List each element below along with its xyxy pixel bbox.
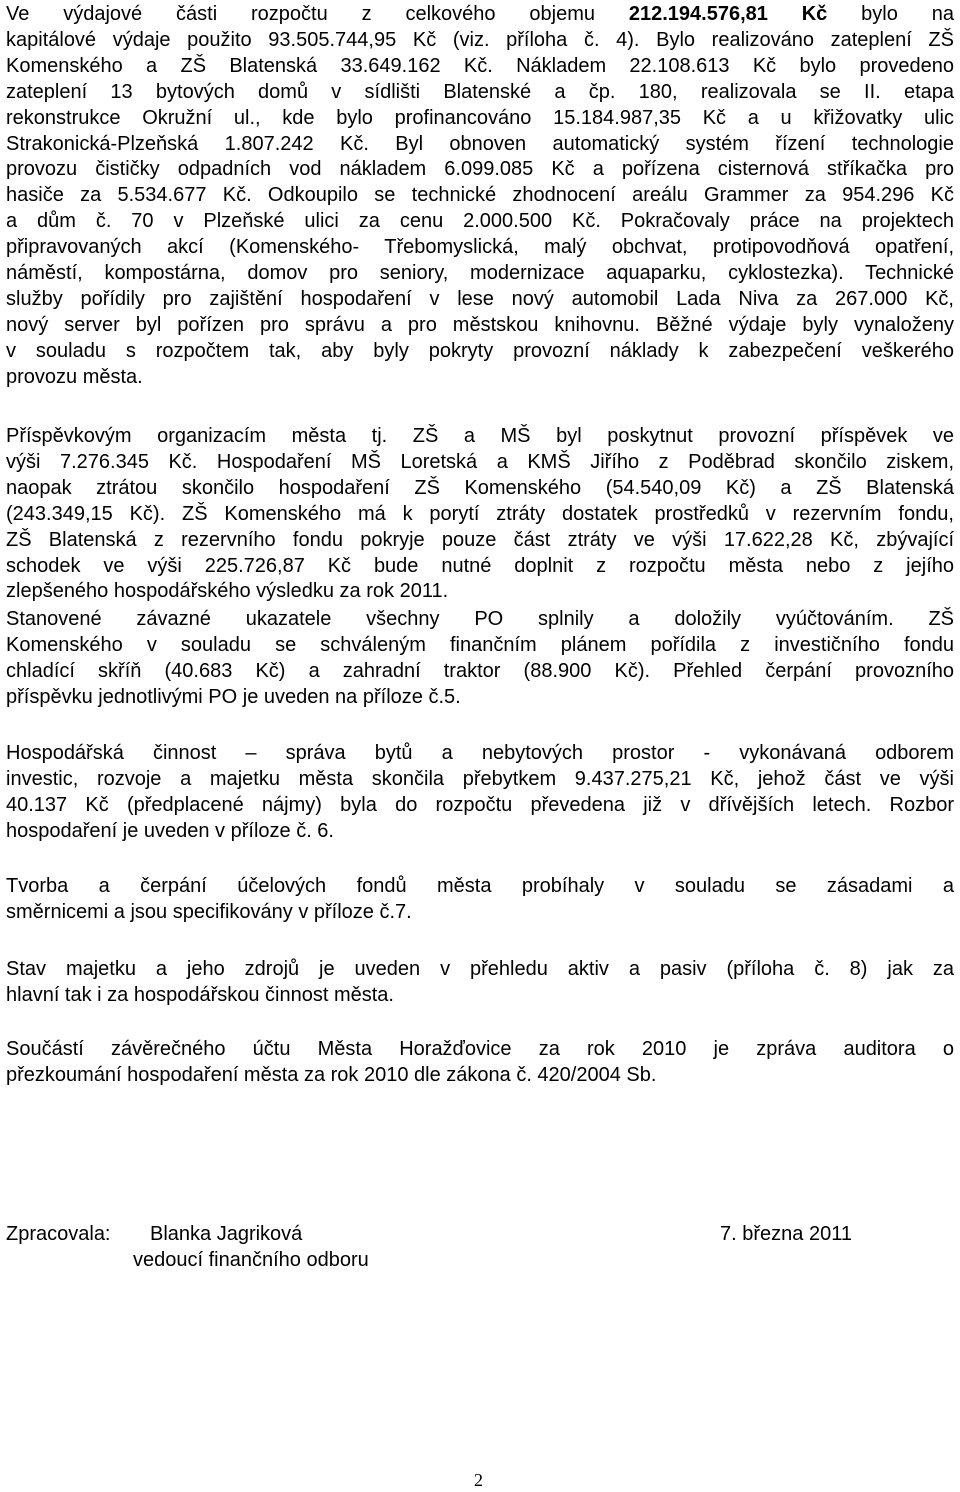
- text-line: přezkoumání hospodaření města za rok 2010 dle zákona č. 420/2004 Sb.: [6, 1063, 657, 1086]
- text-line: [6, 209, 954, 233]
- text-line: Hospodářská činnost – správa bytů a nebytových prostor - vykonávaná odborem: [6, 742, 954, 764]
- text-segment: nový server byl pořízen pro správu a pro městskou knihovnu. Běžné výdaje byly vynaloženy: [6, 313, 954, 336]
- text-line: příspěvku jednotlivými PO je uveden na příloze č.5.: [6, 685, 461, 708]
- text-line: Tvorba a čerpání účelových fondů města probíhaly v souladu se zásadami a: [6, 875, 954, 897]
- text-line: [6, 313, 954, 337]
- text-line: [6, 365, 954, 389]
- text-line: [6, 28, 954, 52]
- text-line: [6, 339, 954, 363]
- text-line: Příspěvkovým organizacím města tj. ZŠ a MŠ byl poskytnut provozní příspěvek ve: [6, 425, 954, 447]
- text-line: [6, 287, 954, 311]
- text-segment: provozu čističky odpadních vod nákladem 6.099.085 Kč a pořízena cisternová stříkačka pro: [6, 158, 954, 181]
- text-segment: náměstí, kompostárna, domov pro seniory, modernizace aquaparku, cyklostezka). Technické: [6, 262, 954, 284]
- text-line: naopak ztrátou skončilo hospodaření ZŠ Komenského (54.540,09 Kč) a ZŠ Blatenská: [6, 476, 954, 499]
- text-line: zlepšeného hospodářského výsledku za rok 2011.: [6, 580, 449, 603]
- page-number: 2: [474, 1470, 483, 1490]
- bold-amount: 212.194.576,81 Kč: [628, 3, 828, 25]
- text-segment: bylo na: [827, 3, 954, 25]
- text-segment: v souladu s rozpočtem tak, aby byly pokryty provozní náklady k zabezpečení veškerého: [6, 339, 954, 362]
- text-segment: rekonstrukce Okružní ul., kde bylo profinancováno 15.184.987,35 Kč a u křižovatky ulic: [6, 106, 954, 129]
- text-line: Stanovené závazné ukazatele všechny PO splnily a doložily vyúčtováním. ZŠ: [6, 608, 954, 630]
- text-line: Stav majetku a jeho zdrojů je uveden v přehledu aktiv a pasiv (příloha č. 8) jak za: [6, 958, 954, 980]
- text-line: hospodaření je uveden v příloze č. 6.: [6, 819, 334, 842]
- text-line: chladící skříň (40.683 Kč) a zahradní traktor (88.900 Kč). Přehled čerpání provozního: [6, 659, 954, 682]
- text-segment: Komenského a ZŠ Blatenská 33.649.162 Kč. Nákladem 22.108.613 Kč bylo provedeno: [6, 54, 954, 77]
- text-line: [6, 2, 954, 26]
- text-segment: Ve výdajové části rozpočtu z celkového objemu: [6, 3, 629, 25]
- signature-name: Blanka Jagriková: [150, 1223, 303, 1245]
- text-line: ZŠ Blatenská z rezervního fondu pokryje pouze část ztráty ve výši 17.622,28 Kč, zbývající: [6, 528, 954, 551]
- text-line: investic, rozvoje a majetku města skončila přebytkem 9.437.275,21 Kč, jehož část ve výši: [6, 767, 954, 790]
- text-segment: Strakonická-Plzeňská 1.807.242 Kč. Byl obnoven automatický systém řízení technologie: [6, 132, 954, 155]
- text-segment: zateplení 13 bytových domů v sídlišti Blatenské a čp. 180, realizovala se II. etapa: [6, 80, 954, 103]
- text-line: [6, 80, 954, 104]
- text-line: Komenského v souladu se schváleným finančním plánem pořídila z investičního fondu: [6, 633, 954, 656]
- text-line: Součástí závěrečného účtu Města Horažďovice za rok 2010 je zpráva auditora o: [6, 1038, 954, 1060]
- text-line: [6, 106, 954, 130]
- text-line: [6, 235, 954, 259]
- text-line: (243.349,15 Kč). ZŠ Komenského má k porytí ztráty dostatek prostředků v rezervním fondu,: [6, 502, 954, 525]
- text-line: [6, 261, 954, 285]
- signature-date: 7. března 2011: [720, 1223, 852, 1245]
- text-line: 40.137 Kč (předplacené nájmy) byla do rozpočtu převedena již v dřívějších letech. Rozbor: [6, 793, 954, 816]
- text-line: [6, 54, 954, 78]
- text-segment: připravovaných akcí (Komenského- Třebomyslická, malý obchvat, protipovodňová opatření,: [6, 236, 954, 259]
- text-segment: provozu města.: [6, 365, 143, 388]
- text-line: [6, 157, 954, 181]
- text-line: hlavní tak i za hospodářskou činnost města.: [6, 983, 394, 1006]
- signature-label: Zpracovala:: [6, 1223, 111, 1245]
- text-line: [6, 183, 954, 207]
- text-line: výši 7.276.345 Kč. Hospodaření MŠ Loretská a KMŠ Jiřího z Poděbrad skončilo ziskem,: [6, 450, 954, 473]
- text-segment: služby pořídily pro zajištění hospodaření v lese nový automobil Lada Niva za 267.000 Kč,: [6, 287, 954, 310]
- text-line: [6, 132, 954, 156]
- text-line: směrnicemi a jsou specifikovány v příloze č.7.: [6, 900, 412, 923]
- text-segment: kapitálové výdaje použito 93.505.744,95 Kč (viz. příloha č. 4). Bylo realizováno zateplení ZŠ: [6, 28, 954, 51]
- signature-role: vedoucí finančního odboru: [133, 1249, 369, 1271]
- text-line: schodek ve výši 225.726,87 Kč bude nutné doplnit z rozpočtu města nebo z jejího: [6, 554, 954, 577]
- text-segment: a dům č. 70 v Plzeňské ulici za cenu 2.000.500 Kč. Pokračovaly práce na projektech: [6, 210, 954, 233]
- text-segment: hasiče za 5.534.677 Kč. Odkoupilo se technické zhodnocení areálu Grammer za 954.296 Kč: [6, 184, 954, 207]
